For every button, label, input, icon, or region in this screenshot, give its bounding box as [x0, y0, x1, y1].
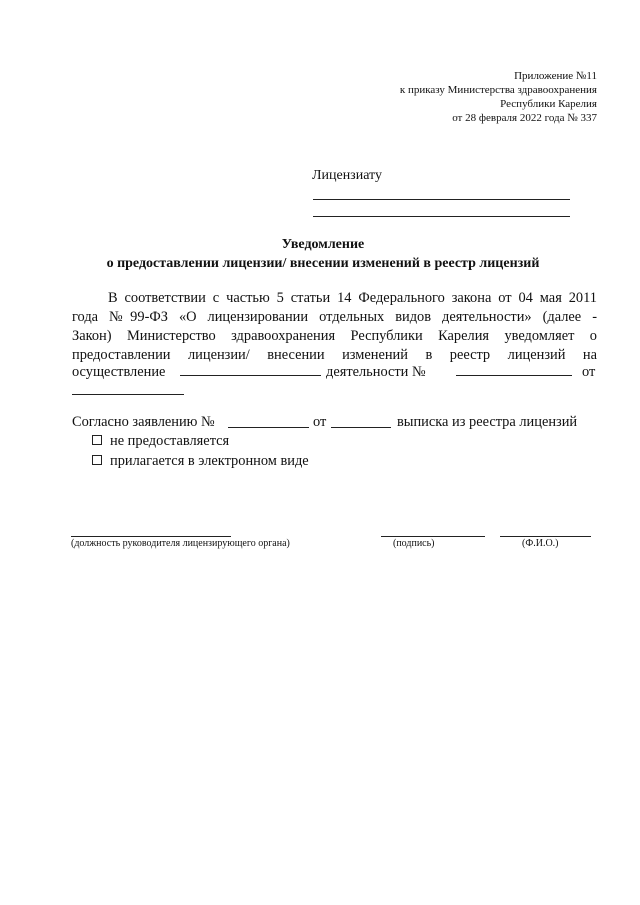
- option-not-provided[interactable]: [92, 433, 229, 450]
- name-signature-line[interactable]: [500, 536, 591, 537]
- option-label: прилагается в электронном виде: [110, 453, 309, 469]
- order-region: Республики Карелия: [500, 98, 597, 110]
- position-caption: (должность руководителя лицензирующего органа): [71, 538, 290, 549]
- paragraph-line-5-end: от: [582, 364, 596, 380]
- licensee-blank-line-1[interactable]: [313, 199, 570, 200]
- paragraph-line-2: года №99-ФЗ «О лицензировании отдельных видов деятельности» (далее -: [72, 309, 597, 325]
- position-signature-line[interactable]: [71, 536, 231, 537]
- option-label: не предоставляется: [110, 433, 230, 449]
- statement-part-2: от: [313, 414, 327, 430]
- checkbox-icon[interactable]: [92, 435, 102, 445]
- licensee-label: Лицензиату: [312, 168, 382, 183]
- signature-caption: (подпись): [393, 538, 435, 549]
- order-date: от 28 февраля 2022 года № 337: [452, 112, 597, 124]
- application-date-blank[interactable]: [331, 427, 391, 428]
- paragraph-line-4: предоставлении лицензии/ внесении изменений в реестр лицензий на: [72, 347, 597, 363]
- checkbox-icon[interactable]: [92, 455, 102, 465]
- statement-part-3: выписка из реестра лицензий: [397, 414, 578, 430]
- document-subtitle: о предоставлении лицензии/ внесении изменений в реестр лицензий: [106, 256, 540, 271]
- order-reference: к приказу Министерства здравоохранения: [399, 84, 597, 96]
- activity-blank[interactable]: [180, 375, 321, 376]
- activity-number-blank[interactable]: [456, 375, 572, 376]
- document-title: Уведомление: [281, 237, 365, 252]
- appendix-number: Приложение №11: [514, 70, 597, 82]
- paragraph-line-1: В соответствии с частью 5 статьи 14 Федерального закона от 04 мая 2011: [108, 290, 597, 306]
- name-caption: (Ф.И.О.): [522, 538, 559, 549]
- licensee-blank-line-2[interactable]: [313, 216, 570, 217]
- option-attached-electronic[interactable]: [92, 453, 309, 470]
- signature-line[interactable]: [381, 536, 485, 537]
- date-blank[interactable]: [72, 394, 184, 395]
- paragraph-line-5-start: осуществление: [72, 364, 166, 380]
- paragraph-line-3: Закон) Министерство здравоохранения Республики Карелия уведомляет о: [72, 328, 597, 344]
- paragraph-line-5-middle: деятельности №: [326, 364, 426, 380]
- application-number-blank[interactable]: [228, 427, 309, 428]
- statement-part-1: Согласно заявлению №: [72, 414, 215, 430]
